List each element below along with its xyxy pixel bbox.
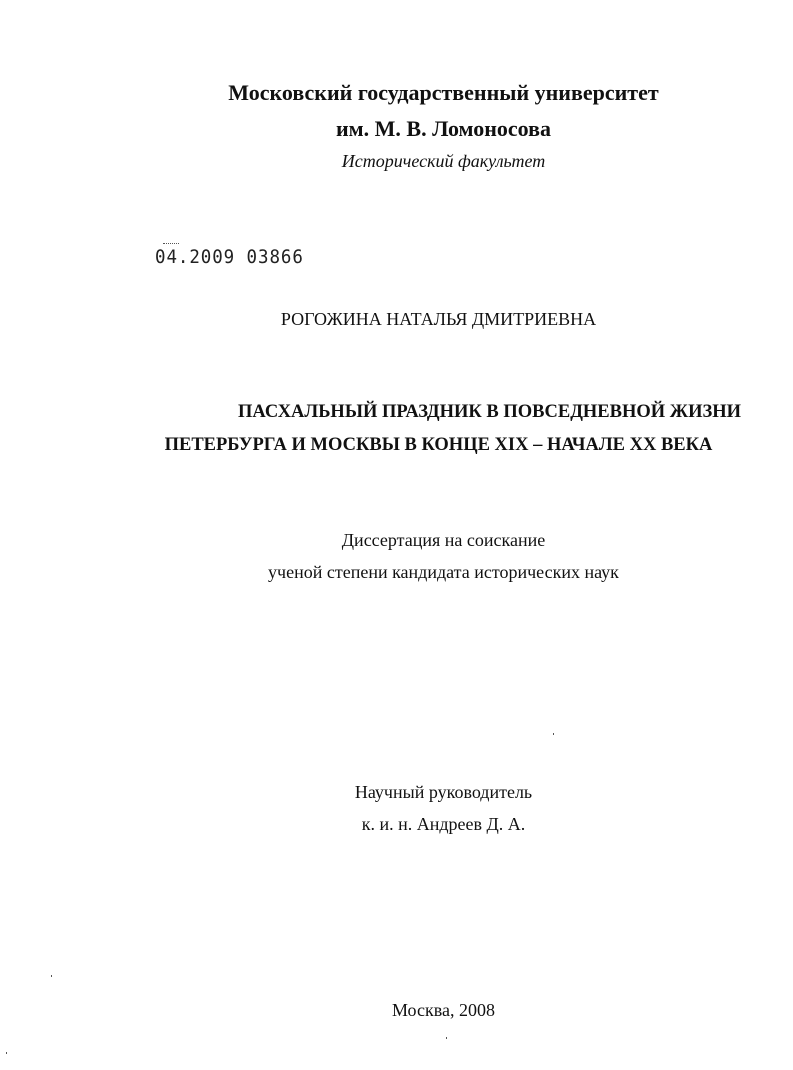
supervisor-label: Научный руководитель xyxy=(354,782,533,802)
author-name: РОГОЖИНА НАТАЛЬЯ ДМИТРИЕВНА xyxy=(280,309,597,329)
catalog-stamp-mark xyxy=(163,243,179,244)
faculty-name: Исторический факультет xyxy=(341,151,546,171)
scan-speck xyxy=(51,975,52,977)
thesis-title-line1: ПАСХАЛЬНЫЙ ПРАЗДНИК В ПОВСЕДНЕВНОЙ ЖИЗНИ xyxy=(237,402,742,422)
university-name-line2: им. М. В. Ломоносова xyxy=(336,116,551,141)
supervisor-name: к. и. н. Андреев Д. А. xyxy=(361,814,526,834)
city-year: Москва, 2008 xyxy=(392,1000,495,1020)
dissertation-type-line2: ученой степени кандидата исторических наук xyxy=(268,562,619,582)
dissertation-type-line1: Диссертация на соискание xyxy=(341,530,546,550)
university-name: Московский государственный университет xyxy=(228,80,659,105)
scan-speck xyxy=(553,733,554,735)
scan-speck xyxy=(6,1052,7,1054)
thesis-title-line2: ПЕТЕРБУРГА И МОСКВЫ В КОНЦЕ XIX – НАЧАЛЕ XX ВЕКА xyxy=(164,435,713,455)
scan-speck xyxy=(446,1037,447,1039)
catalog-number-stamp: 04.2009 03866 xyxy=(155,246,304,268)
